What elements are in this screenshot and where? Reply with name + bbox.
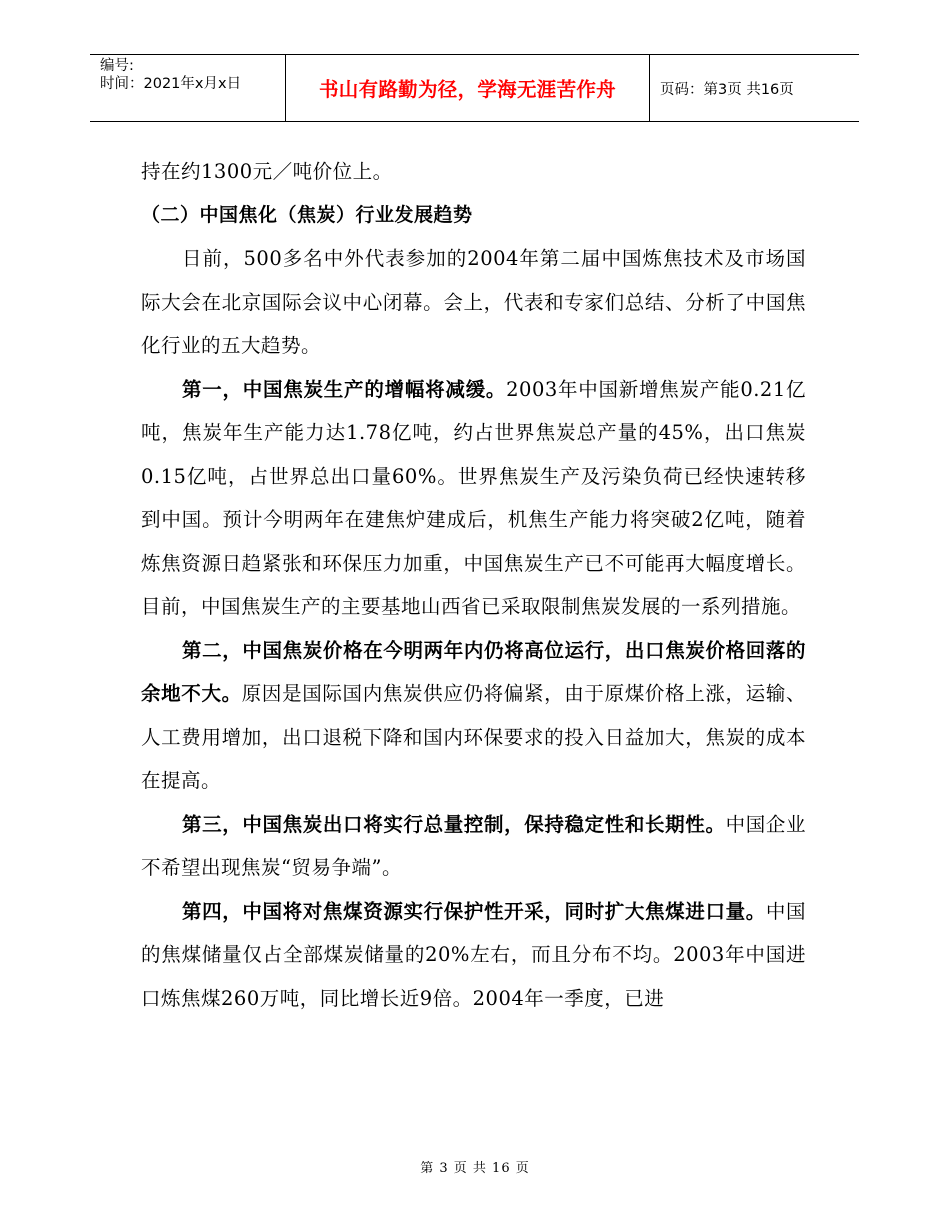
trend-3-text: 中国企业不希望出现焦炭“贸易争端”。 (141, 812, 806, 879)
paragraph-trend-1 (141, 368, 806, 629)
paragraph-trend-3 (141, 803, 806, 890)
trend-1-text: 2003年中国新增焦炭产能0.21亿吨，焦炭年生产能力达1.78亿吨，约占世界焦炭总产量的45%，出口焦炭0.15亿吨，占世界总出口量60%。世界焦炭生产及污染负荷已经快速转移到中国。预计今明两年在建焦炉建成后，机焦生产能力将突破2亿吨，随着炼焦资源日趋紧张和环保压力加重，中国焦炭生产已不可能再大幅度增长。目前，中国焦炭生产的主要基地山西省已采取限制焦炭发展的一系列措施。 (141, 377, 806, 618)
trend-1-title: 第一，中国焦炭生产的增幅将减缓。 (182, 377, 507, 401)
trend-4-title: 第四，中国将对焦煤资源实行保护性开采，同时扩大焦煤进口量。 (182, 899, 766, 923)
header-page-label: 页码：第3页 共16页 (660, 81, 794, 98)
paragraph-trend-4 (141, 890, 806, 1021)
paragraph-trend-2 (141, 629, 806, 803)
number-label: 编号: (100, 58, 134, 74)
page-header (90, 54, 859, 122)
page-footer: 第 3 页 共 16 页 (420, 1161, 530, 1176)
paragraph-intro: 日前，500多名中外代表参加的2004年第二届中国炼焦技术及市场国际大会在北京国际会议中心闭幕。会上，代表和专家们总结、分析了中国焦化行业的五大趋势。 (141, 247, 806, 357)
trend-4-text: 中国的焦煤储量仅占全部煤炭储量的20%左右，而且分布不均。2003年中国进口炼焦煤260万吨，同比增长近9倍。2004年一季度，已进 (141, 899, 806, 1010)
time-label: 时间：2021年x月x日 (100, 76, 242, 92)
paragraph-continuation: 持在约1300元／吨价位上。 (141, 160, 393, 183)
trend-2-title: 第二，中国焦炭价格在今明两年内仍将高位运行，出口焦炭价格回落的余地不大。 (141, 638, 806, 705)
header-meta (90, 55, 286, 121)
header-motto: 书山有路勤为径，学海无涯苦作舟 (286, 55, 650, 121)
trend-3-title: 第三，中国焦炭出口将实行总量控制，保持稳定性和长期性。 (182, 812, 726, 836)
section-heading: （二）中国焦化（焦炭）行业发展趋势 (141, 203, 473, 226)
trend-2-text: 原因是国际国内焦炭供应仍将偏紧，由于原煤价格上涨，运输、人工费用增加，出口退税下降和国内环保要求的投入日益加大，焦炭的成本在提高。 (141, 682, 806, 792)
document-body (141, 150, 806, 1020)
